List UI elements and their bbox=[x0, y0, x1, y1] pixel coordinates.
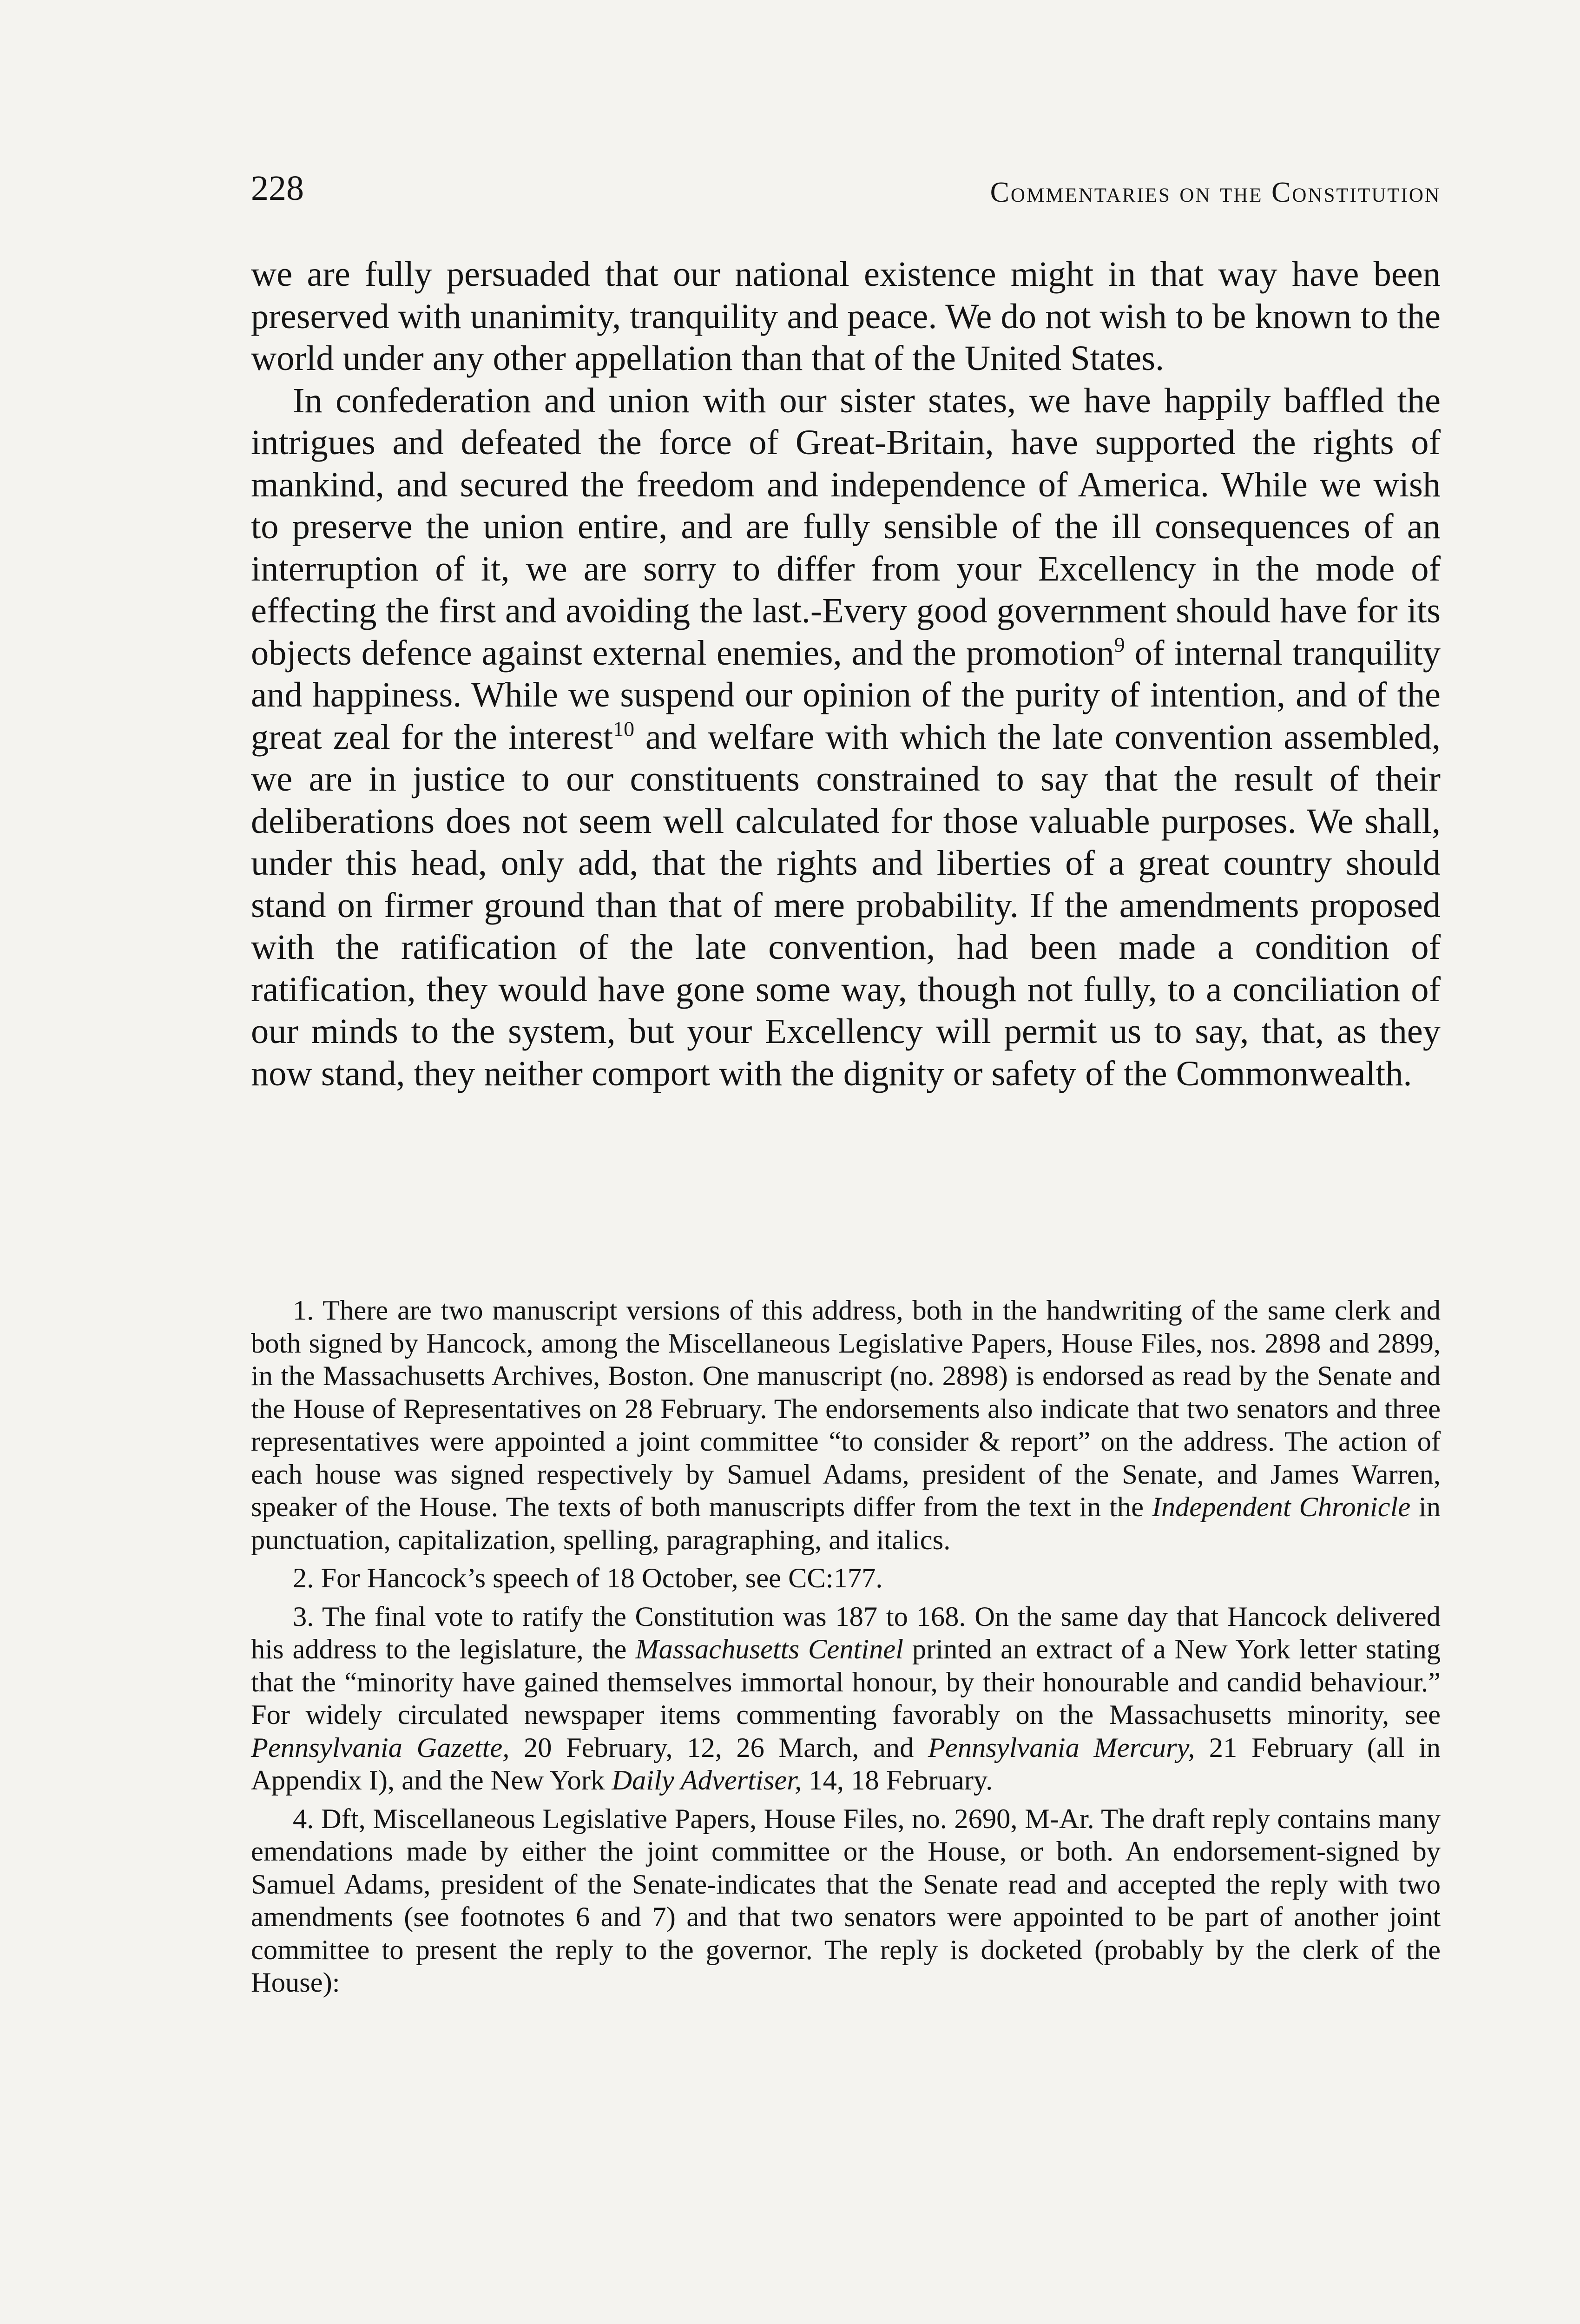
running-head bbox=[251, 167, 1441, 218]
running-title: Commentaries on the Constitution bbox=[990, 177, 1441, 208]
footnote-italic-title: Pennsylvania Gazette, bbox=[251, 1732, 510, 1763]
footnote-italic-title: Massachusetts Centinel bbox=[635, 1634, 904, 1665]
body-paragraph bbox=[251, 253, 1441, 380]
footnote-text: 21 February (all in Appendix I), and the New York bbox=[251, 1732, 1441, 1796]
footnote-text: 1. There are two manuscript versions of this address, both in the handwriting of the same clerk and both signed by Hancock, among the Miscellaneous Legislative Papers, House Files, nos. 2898 and 2899, in the Massachusetts Archives, Boston. One manuscript (no. 2898) is endorsed as read by the Senate and the House of Representatives on 28 February. The endorsements also indicate that two senators and three representatives were appointed a joint committee “to consider & report” on the address. The action of each house was signed respectively by Samuel Adams, president of the Senate, and James Warren, speaker of the House. The texts of both manuscripts differ from the text in the bbox=[251, 1295, 1441, 1523]
footnote-3 bbox=[251, 1601, 1441, 1797]
footnote-text: printed an extract of a New York letter stating that the “minority have gained themselves immortal honour, by their honourable and candid behaviour.” For widely circulated newspaper items commenting favorably on the Massachusetts minority, see bbox=[251, 1634, 1441, 1730]
footnote-italic-title: Pennsylvania Mercury, bbox=[928, 1732, 1195, 1763]
footnote-ref-9: 9 bbox=[1114, 632, 1125, 656]
footnote-italic-title: Independent Chronicle bbox=[1152, 1492, 1411, 1523]
body-paragraph bbox=[251, 380, 1441, 1095]
footnote-italic-title: Daily Advertiser, bbox=[612, 1765, 802, 1796]
footnote-ref-10: 10 bbox=[613, 716, 635, 740]
page-number: 228 bbox=[251, 169, 304, 208]
footnote-2 bbox=[251, 1562, 1441, 1595]
footnote-text: 3. The final vote to ratify the Constitution was 187 to 168. On the same day that Hancock delivered his address to the legislature, the bbox=[251, 1601, 1441, 1665]
footnote-text: 20 February, 12, 26 March, and bbox=[509, 1732, 928, 1763]
body-text bbox=[251, 253, 1441, 1095]
paragraph-text: of internal tranquility and happiness. While we suspend our opinion of the purity of intention, and of the great zeal for the interest bbox=[251, 633, 1441, 757]
paragraph-text: we are fully persuaded that our national existence might in that way have been preserved with unanimity, tranquility and peace. We do not wish to be known to the world under any other appellation than that of the United States. bbox=[251, 254, 1441, 378]
footnote-text: 4. Dft, Miscellaneous Legislative Papers, House Files, no. 2690, M-Ar. The draft reply contains many emendations made by either the joint committee or the House, or both. An endorsement-signed by Samuel Adams, president of the Senate-indicates that the Senate read and accepted the reply with two amendments (see footnotes 6 and 7) and that two senators were appointed to be part of another joint committee to present the reply to the governor. The reply is docketed (probably by the clerk of the House): bbox=[251, 1803, 1441, 1998]
footnote-text: in punctuation, capitalization, spelling, paragraphing, and italics. bbox=[251, 1492, 1441, 1556]
paragraph-text: In confederation and union with our sister states, we have happily baffled the intrigues and defeated the force of Great-Britain, have supported the rights of mankind, and secured the freedom and independence of America. While we wish to preserve the union entire, and are fully sensible of the ill consequences of an interruption of it, we are sorry to differ from your Excellency in the mode of effecting the first and avoiding the last.-Every good government should have for its objects defence against external enemies, and the promotion bbox=[251, 380, 1441, 673]
footnotes bbox=[251, 1294, 1441, 2005]
footnote-text: 14, 18 February. bbox=[802, 1765, 993, 1796]
footnote-1 bbox=[251, 1294, 1441, 1557]
paragraph-text: and welfare with which the late convention assembled, we are in justice to our constituents constrained to say that the result of their deliberations does not seem well calculated for those valuable purposes. We shall, under this head, only add, that the rights and liberties of a great country should stand on firmer ground than that of mere probability. If the amendments proposed with the ratification of the late convention, had been made a condition of ratification, they would have gone some way, though not fully, to a conciliation of our minds to the system, but your Excellency will permit us to say, that, as they now stand, they neither comport with the dignity or safety of the Commonwealth. bbox=[251, 717, 1441, 1093]
footnote-4 bbox=[251, 1803, 1441, 2000]
footnote-text: 2. For Hancock’s speech of 18 October, see CC:177. bbox=[293, 1563, 883, 1594]
